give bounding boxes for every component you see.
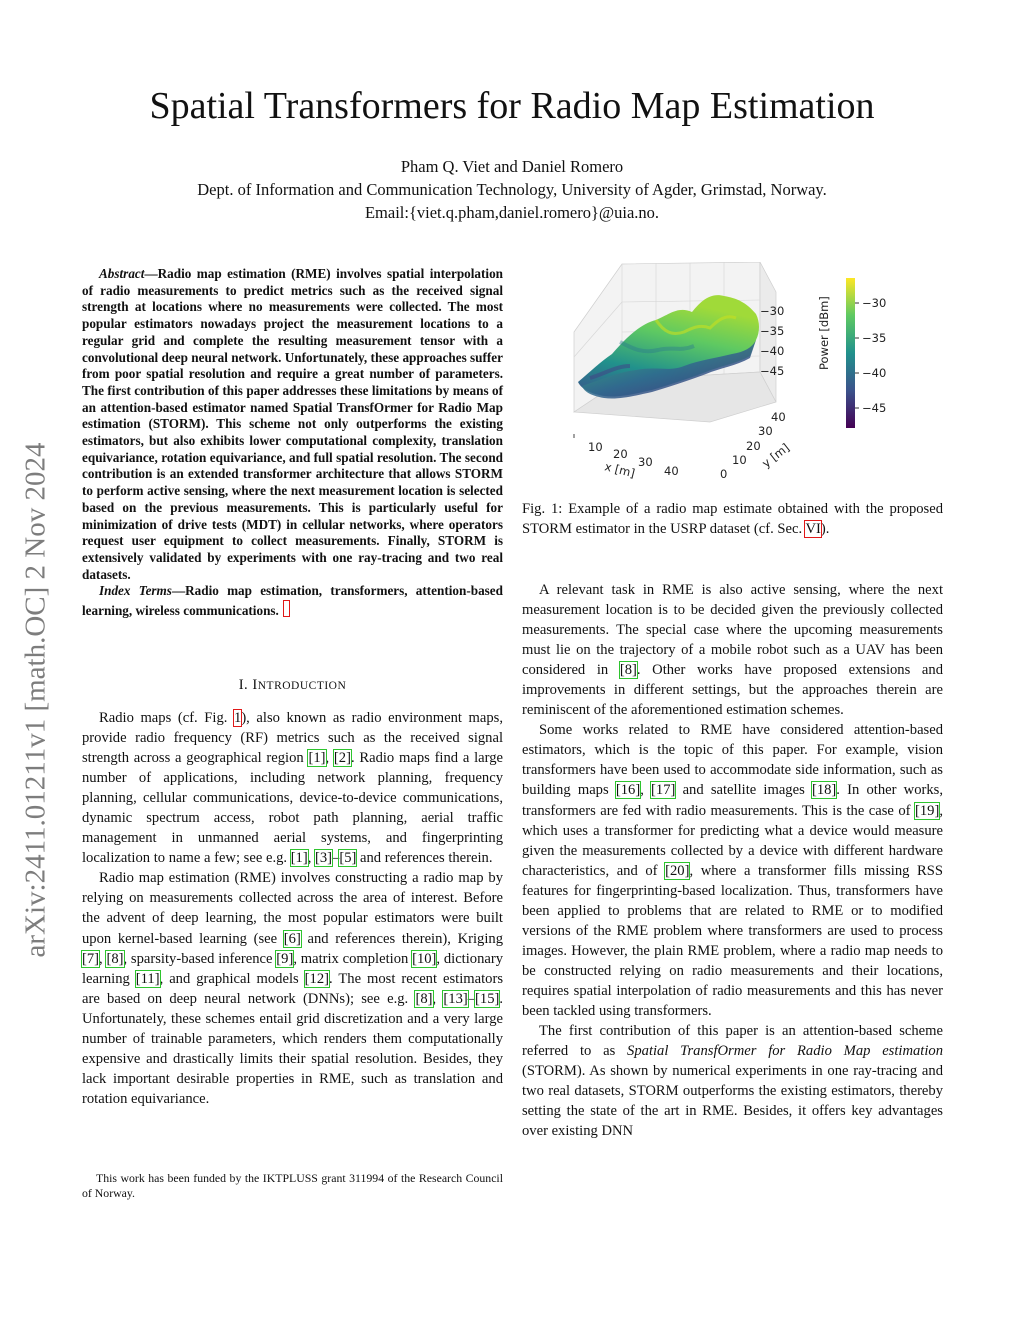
section-number: I. xyxy=(238,677,249,693)
y-axis-label: y [m] xyxy=(759,440,792,471)
affiliation: Dept. of Information and Communication Technology, University of Agder, Grimstad, Norway. xyxy=(197,180,827,199)
y-axis xyxy=(720,410,792,481)
y-tick: 30 xyxy=(758,424,773,438)
footnote xyxy=(82,1171,503,1201)
section-title-rest: NTRODUCTION xyxy=(257,680,347,692)
abstract-label: Abstract xyxy=(99,266,145,281)
paragraph: Some works related to RME have considered attention-based estimators, which is the topic of this paper. For example, vision transformers have been used to accommodate side information, such as building maps [16], [17] and satellite images [18]. In other works, transformers are fed with radio measurements. This is the case of [19], which uses a transformer for predicting what a device would measure given the measurements collected by a device with different hardware characteristics, and of [20], where a transformer fills missing RSS features for fingerprinting-based localization. Thus, transformers have been applied to problems that are related to RME or to modified versions of the RME problem where transformers are used to process images. However, the plain RME problem, where a radio map needs to be constructed relying on radio measurements and their locations, requires spatial interpolation of radio measurements and this has never been tackled using transformers. xyxy=(522,722,944,1019)
colorbar-tick: −30 xyxy=(862,296,887,310)
y-tick: 40 xyxy=(771,410,786,424)
x-axis xyxy=(588,440,679,480)
citation-link[interactable]: [15] xyxy=(475,990,500,1007)
abstract xyxy=(82,266,503,620)
figure-caption: Fig. 1: Example of a radio map estimate obtained with the proposed STORM estimator in the USRP dataset (cf. Sec. VI). xyxy=(522,501,943,537)
colorbar-tick: −35 xyxy=(862,331,887,345)
z-tick: −30 xyxy=(760,304,785,318)
citation-link[interactable]: [12] xyxy=(304,970,329,987)
right-column-body xyxy=(522,580,943,1141)
footnote-text: This work has been funded by the IKTPLUSS grant 311994 of the Research Council of Norway. xyxy=(82,1171,503,1200)
authors: Pham Q. Viet and Daniel Romero xyxy=(400,157,624,176)
left-column-body xyxy=(82,708,503,1109)
citation-link[interactable]: [8] xyxy=(106,950,124,967)
colorbar xyxy=(846,278,859,428)
colorbar-tick: −40 xyxy=(862,366,887,380)
email: Email:{viet.q.pham,daniel.romero}@uia.no. xyxy=(364,203,660,222)
citation-link[interactable]: [2] xyxy=(333,750,351,767)
paragraph: The first contribution of this paper is an attention-based scheme referred to as Spatial TransfOrmer for Radio Map estimation (STORM). As shown by numerical experiments in one ray-tracing and two real datasets, STORM outperforms the existing estimators, thereby setting the state of the art in RME. Besides, it offers key advantages over existing DNN xyxy=(522,1023,944,1140)
citation-link[interactable]: [6] xyxy=(283,930,301,947)
x-axis-label: x [m] xyxy=(603,459,637,481)
x-tick: 30 xyxy=(638,455,653,469)
paragraph: Radio map estimation (RME) involves constructing a radio map by relying on measurements collected across the area of interest. Before the advent of deep learning, the most popular estimators were built upon kernel-based learning (see [6] and references therein), Kriging [7], [8], sparsity-based inference [9], matrix completion [10], dictionary learning [11], and graphical models [12]. The most recent estimators are based on deep neural network (DNNs); see e.g. [8], [13]–[15]. Unfortunately, these schemes entail grid discretization and a very large number of trainable parameters, which renders them computationally expensive and drastically limits their spatial resolution. Besides, they lack important desirable properties in RME, such as translation and rotation equivariance. xyxy=(82,870,504,1107)
paper-title: Spatial Transformers for Radio Map Estimation xyxy=(149,85,875,127)
z-tick: −35 xyxy=(760,324,785,338)
z-axis xyxy=(760,296,831,378)
paragraph: A relevant task in RME is also active sensing, where the next measurement location is to be decided given the previously collected measurements. The special case where the upcoming measurements must lie on the trajectory of a mobile robot such as a UAV has been considered in [8]. Other works have proposed extensions and improvements in different settings, but the approaches therein are reminiscent of the aforementioned estimation schemes. xyxy=(522,582,943,719)
citation-link[interactable]: [3] xyxy=(315,850,333,867)
citation-link[interactable]: [19] xyxy=(915,802,940,819)
figure-1 xyxy=(560,262,920,490)
colorbar-tick: −45 xyxy=(862,401,887,415)
citation-link[interactable]: [1] xyxy=(290,850,308,867)
figure-ref[interactable]: 1 xyxy=(234,710,242,726)
index-terms-label: Index Terms xyxy=(99,583,172,599)
paragraph: Radio maps (cf. Fig. 1), also known as radio environment maps, provide radio frequency (RF) metrics such as the received signal strength across a geographical region [1], [2]. Radio maps find a large number of applications, including network planning, frequency planning, cellular communications, device-to-device communications, dynamic spectrum access, robot path planning, aerial traffic management in unmanned aerial systems, and fingerprinting localization to name a few; see e.g. [1], [3]–[5] and references therein. xyxy=(82,710,504,867)
footnote-link-box[interactable] xyxy=(283,600,290,617)
y-tick: 0 xyxy=(720,467,728,481)
z-tick: −45 xyxy=(760,364,785,378)
emphasis: Spatial TransfOrmer for Radio Map estimation xyxy=(627,1043,944,1060)
arxiv-identifier[interactable]: arXiv:2411.01211v1 [math.OC] 2 Nov 2024 xyxy=(19,442,52,958)
citation-link[interactable]: [11] xyxy=(135,970,160,987)
colorbar-ticks xyxy=(862,296,886,415)
abstract-text: —Radio map estimation (RME) involves spatial interpolation of radio measurements to predict metrics such as the received signal strength at locations where no measurements were collected. The most popular estimators nowadays project the measurement locations to a regular grid and complete the resulting measurement tensor with a convolutional deep neural network. Unfortunately, these approaches suffer from poor spatial resolution and require a great number of parameters. The first contribution of this paper addresses these limitations by means of an attention-based estimator named Spatial TransfOrmer for Radio Map estimation (STORM). This scheme not only outperforms the existing estimators, but also exhibits lower computational complexity, translation equivariance, rotation equivariance, and full spatial resolution. The second contribution is an extended transformer architecture that allows STORM to perform active sensing, where the next measurement location is selected based on the previous measurements. This is particularly useful for minimization of drive tests (MDT) in cellular networks, where operators request user equipment to collect measurements. Finally, STORM is extensively validated by experiments with one ray-tracing and two real datasets. xyxy=(82,266,503,582)
radio-map-3d-plot xyxy=(560,262,920,490)
citation-link[interactable]: [16] xyxy=(615,782,641,799)
section-heading xyxy=(82,677,503,694)
citation-link[interactable]: [18] xyxy=(811,782,837,799)
index-terms-text: —Radio map estimation, transformers, attention-based learning, wireless communications. xyxy=(82,583,503,619)
z-axis-label: Power [dBm] xyxy=(817,296,831,370)
z-tick: −40 xyxy=(760,344,785,358)
x-tick: 10 xyxy=(588,440,603,454)
citation-link[interactable]: [5] xyxy=(339,850,357,867)
citation-link[interactable]: [8] xyxy=(619,662,637,679)
x-tick: 40 xyxy=(664,464,679,478)
section-title-initial: I xyxy=(252,677,258,693)
citation-link[interactable]: [7] xyxy=(82,950,100,967)
citation-link[interactable]: [1] xyxy=(308,750,326,767)
citation-link[interactable]: [17] xyxy=(651,782,676,799)
y-tick: 20 xyxy=(746,439,761,453)
section-ref-link[interactable]: VI xyxy=(805,521,821,537)
y-tick: 10 xyxy=(732,453,747,467)
citation-link[interactable]: [8] xyxy=(415,990,433,1007)
citation-link[interactable]: [20] xyxy=(665,862,690,879)
x-tick: 20 xyxy=(613,447,628,461)
citation-link[interactable]: [10] xyxy=(412,950,437,967)
citation-link[interactable]: [9] xyxy=(276,950,294,967)
citation-link[interactable]: [13] xyxy=(443,990,468,1007)
